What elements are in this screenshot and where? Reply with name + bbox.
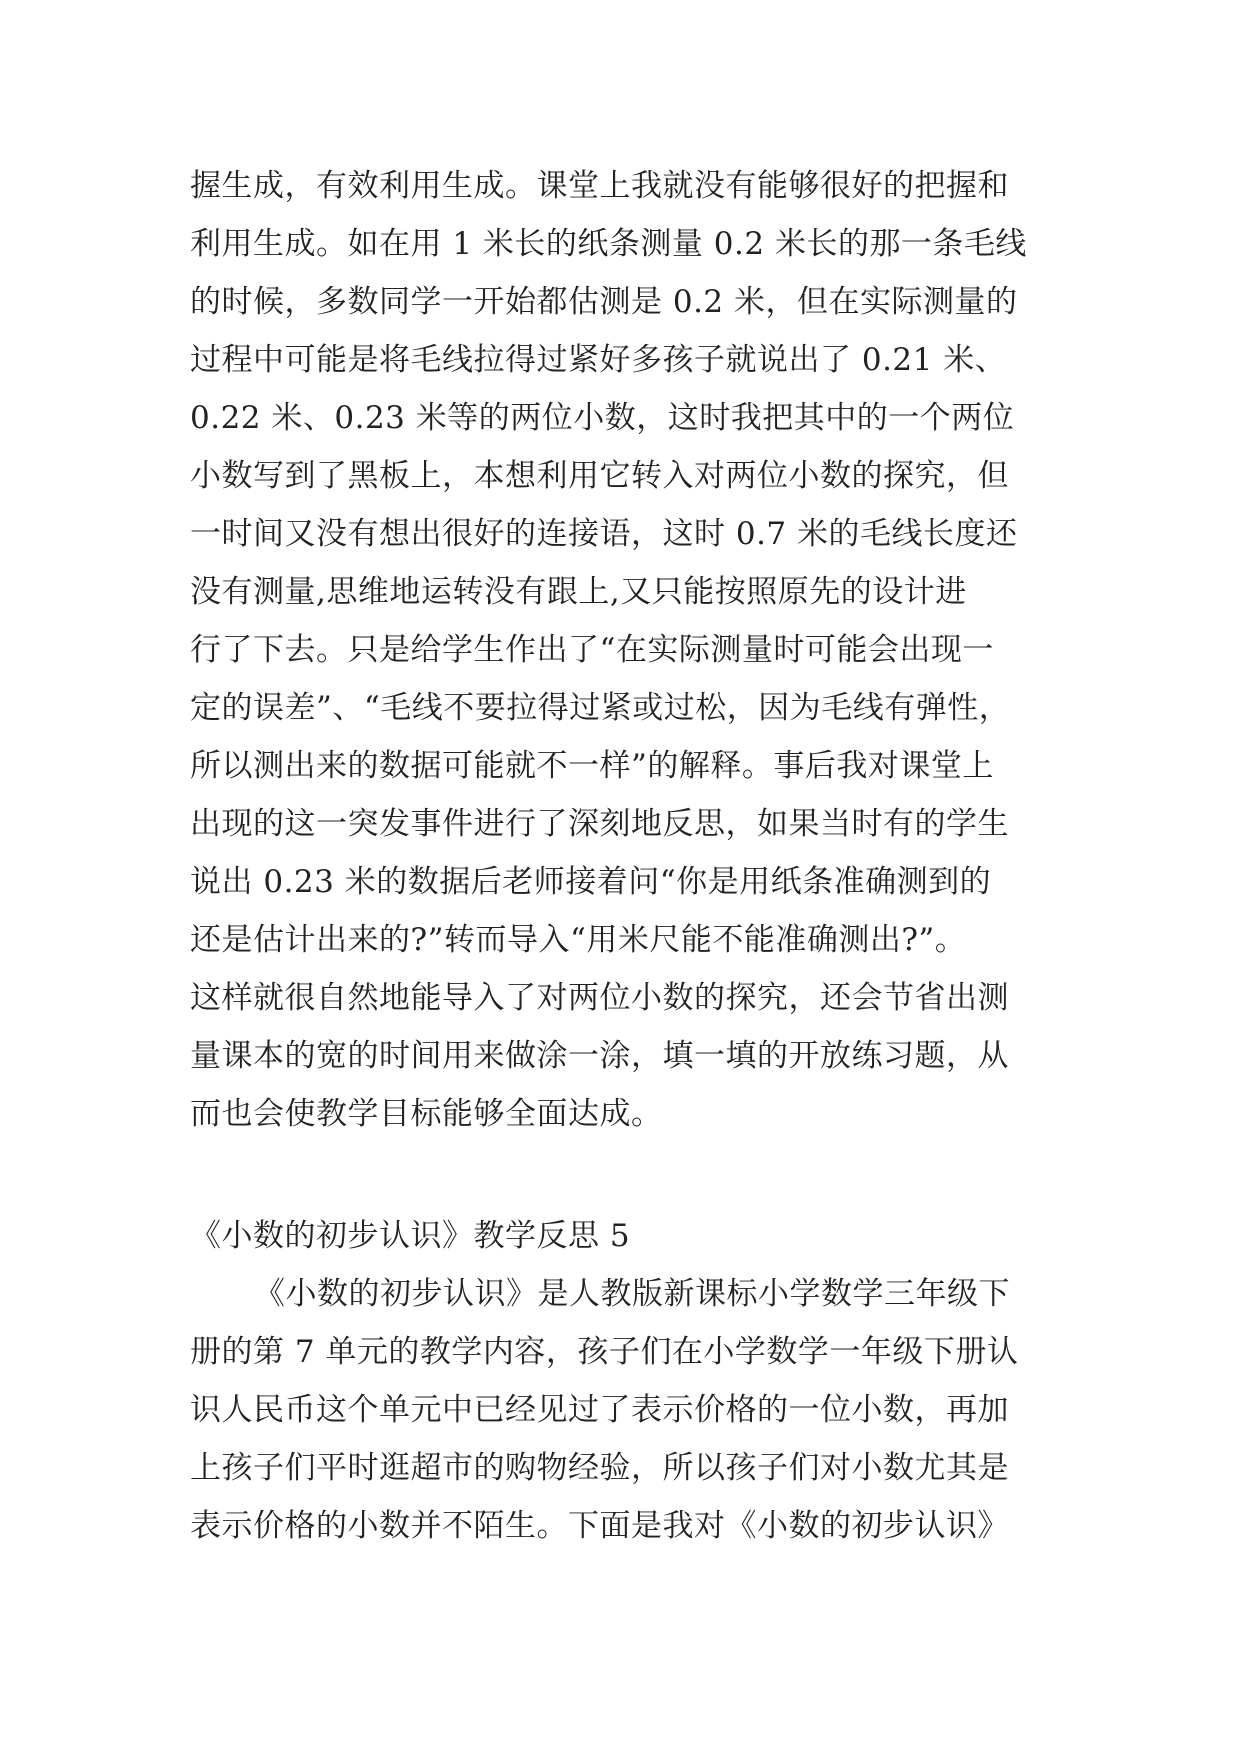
text-line: 量课本的宽的时间用来做涂一涂，填一填的开放练习题，从	[190, 1038, 1009, 1074]
section-heading: 《小数的初步认识》教学反思 5	[190, 1218, 631, 1254]
text-line: 行了下去。只是给学生作出了“在实际测量时可能会出现一	[190, 632, 994, 668]
text-line: 表示价格的小数并不陌生。下面是我对《小数的初步认识》	[190, 1508, 1009, 1544]
text-line: 所以测出来的数据可能就不一样”的解释。事后我对课堂上	[190, 748, 994, 784]
text-line: 出现的这一突发事件进行了深刻地反思，如果当时有的学生	[190, 806, 1009, 842]
text-line: 利用生成。如在用 1 米长的纸条测量 0.2 米长的那一条毛线	[190, 226, 1027, 262]
text-line: 0.22 米、0.23 米等的两位小数，这时我把其中的一个两位	[190, 400, 1015, 436]
text-line: 定的误差”、“毛线不要拉得过紧或过松，因为毛线有弹性，	[190, 690, 1011, 726]
text-line: 《小数的初步认识》是人教版新课标小学数学三年级下	[254, 1276, 1010, 1312]
text-line: 说出 0.23 米的数据后老师接着问“你是用纸条准确测到的	[190, 864, 992, 900]
text-line: 识人民币这个单元中已经见过了表示价格的一位小数，再加	[190, 1392, 1009, 1428]
text-line: 上孩子们平时逛超市的购物经验，所以孩子们对小数尤其是	[190, 1450, 1009, 1486]
text-line: 握生成，有效利用生成。课堂上我就没有能够很好的把握和	[190, 168, 1009, 204]
text-line: 而也会使教学目标能够全面达成。	[190, 1096, 663, 1132]
text-line: 过程中可能是将毛线拉得过紧好多孩子就说出了 0.21 米、	[190, 342, 1007, 378]
text-line: 一时间又没有想出很好的连接语，这时 0.7 米的毛线长度还	[190, 516, 1018, 552]
text-line: 的时候，多数同学一开始都估测是 0.2 米，但在实际测量的	[190, 284, 1018, 320]
paragraph-new	[190, 1265, 1070, 1555]
text-line: 小数写到了黑板上，本想利用它转入对两位小数的探究，但	[190, 458, 1009, 494]
paragraph-continued	[190, 157, 1070, 1143]
text-line: 没有测量,思维地运转没有跟上,又只能按照原先的设计进	[190, 574, 967, 610]
text-line: 册的第 7 单元的教学内容，孩子们在小学数学一年级下册认	[190, 1334, 1019, 1370]
text-line: 还是估计出来的?”转而导入“用米尺能不能准确测出?”。	[190, 922, 967, 958]
text-line: 这样就很自然地能导入了对两位小数的探究，还会节省出测	[190, 980, 1009, 1016]
